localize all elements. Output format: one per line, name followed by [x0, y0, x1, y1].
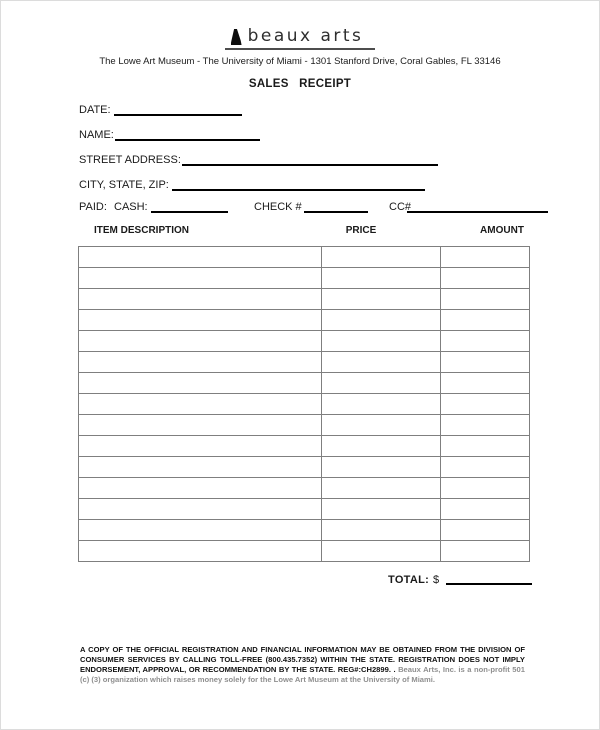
- table-row: [79, 436, 530, 457]
- street-address-row: [79, 152, 438, 166]
- table-cell[interactable]: [79, 289, 322, 310]
- table-cell[interactable]: [441, 289, 530, 310]
- total-row: [1, 572, 599, 587]
- table-cell[interactable]: [321, 268, 441, 289]
- table-cell[interactable]: [321, 310, 441, 331]
- table-cell[interactable]: [79, 394, 322, 415]
- cc-label: CC#: [389, 200, 412, 213]
- table-cell[interactable]: [321, 541, 441, 562]
- table-cell[interactable]: [441, 415, 530, 436]
- name-field[interactable]: [115, 127, 260, 141]
- table-row: [79, 415, 530, 436]
- logo-underline: [225, 28, 376, 50]
- table-cell[interactable]: [79, 415, 322, 436]
- table-cell[interactable]: [79, 268, 322, 289]
- table-cell[interactable]: [321, 331, 441, 352]
- column-header-price: PRICE: [345, 225, 377, 236]
- table-cell[interactable]: [441, 436, 530, 457]
- table-row: [79, 373, 530, 394]
- table-cell[interactable]: [321, 478, 441, 499]
- logo-text: beaux arts: [247, 26, 364, 46]
- table-cell[interactable]: [321, 436, 441, 457]
- city-state-zip-row: [79, 177, 425, 191]
- logo: [1, 28, 599, 50]
- table-cell[interactable]: [441, 457, 530, 478]
- table-cell[interactable]: [441, 331, 530, 352]
- table-cell[interactable]: [441, 541, 530, 562]
- cash-label: CASH:: [114, 200, 148, 213]
- table-row: [79, 520, 530, 541]
- date-field[interactable]: [114, 102, 242, 116]
- table-cell[interactable]: [79, 457, 322, 478]
- check-field[interactable]: [304, 200, 368, 213]
- table-row: [79, 457, 530, 478]
- street-address-field[interactable]: [182, 152, 438, 166]
- legal-footer: [80, 645, 525, 685]
- table-cell[interactable]: [441, 310, 530, 331]
- table-row: [79, 310, 530, 331]
- table-cell[interactable]: [441, 352, 530, 373]
- table-row: [79, 394, 530, 415]
- name-label: NAME:: [79, 128, 114, 141]
- table-cell[interactable]: [441, 247, 530, 268]
- check-label: CHECK #: [254, 200, 302, 213]
- table-cell[interactable]: [79, 436, 322, 457]
- cash-field[interactable]: [151, 200, 228, 213]
- table-cell[interactable]: [441, 394, 530, 415]
- table-row: [79, 247, 530, 268]
- table-cell[interactable]: [79, 520, 322, 541]
- column-header-item-description: ITEM DESCRIPTION: [94, 225, 190, 236]
- paid-label: PAID:: [79, 200, 107, 213]
- cc-field[interactable]: [407, 200, 548, 213]
- total-currency-symbol: $: [433, 574, 440, 586]
- table-cell[interactable]: [79, 310, 322, 331]
- date-row: [79, 102, 242, 116]
- column-header-amount: AMOUNT: [480, 225, 524, 236]
- table-cell[interactable]: [79, 499, 322, 520]
- name-row: [79, 127, 260, 141]
- paid-row: [1, 200, 599, 214]
- table-cell[interactable]: [321, 415, 441, 436]
- table-cell[interactable]: [321, 520, 441, 541]
- museum-address: The Lowe Art Museum - The University of Miami - 1301 Stanford Drive, Coral Gables, FL 33146: [99, 56, 501, 67]
- table-cell[interactable]: [79, 373, 322, 394]
- table-row: [79, 478, 530, 499]
- org-note-text: Beaux Arts, Inc. is a non-profit 501 (c) (3) organization which raises money solely for the Lowe Art Museum at the University of Miami.: [80, 665, 525, 685]
- table-row: [79, 541, 530, 562]
- legal-notice-text: A COPY OF THE OFFICIAL REGISTRATION AND FINANCIAL INFORMATION MAY BE OBTAINED FROM THE DIVISION OF CONSUMER SERVICES BY CALLING TOLL-FREE (800.435.7352) WITHIN THE STATE. REGISTRATION DOES NOT IMPLY ENDORSEMENT, APPROVAL, OR RECOMMENDATION BY THE STATE. REG#:CH2899. .: [80, 645, 525, 675]
- table-cell[interactable]: [79, 541, 322, 562]
- table-cell[interactable]: [441, 499, 530, 520]
- city-state-zip-label: CITY, STATE, ZIP:: [79, 178, 169, 191]
- total-field[interactable]: [446, 573, 532, 585]
- items-table: [78, 246, 530, 562]
- table-row: [79, 289, 530, 310]
- total-label: TOTAL:: [388, 574, 430, 586]
- paintbrush-icon: [231, 29, 242, 45]
- page-title: SALES RECEIPT: [248, 78, 352, 90]
- table-row: [79, 268, 530, 289]
- date-label: DATE:: [79, 103, 111, 116]
- table-cell[interactable]: [441, 478, 530, 499]
- table-cell[interactable]: [321, 457, 441, 478]
- city-state-zip-field[interactable]: [172, 177, 425, 191]
- table-cell[interactable]: [79, 331, 322, 352]
- street-address-label: STREET ADDRESS:: [79, 153, 181, 166]
- table-cell[interactable]: [321, 352, 441, 373]
- table-cell[interactable]: [321, 289, 441, 310]
- table-row: [79, 331, 530, 352]
- items-table-header: [1, 225, 599, 239]
- table-cell[interactable]: [79, 478, 322, 499]
- table-row: [79, 499, 530, 520]
- table-row: [79, 352, 530, 373]
- table-cell[interactable]: [321, 247, 441, 268]
- table-cell[interactable]: [79, 352, 322, 373]
- table-cell[interactable]: [441, 520, 530, 541]
- table-cell[interactable]: [321, 373, 441, 394]
- table-cell[interactable]: [79, 247, 322, 268]
- items-table-body: [79, 247, 530, 562]
- table-cell[interactable]: [441, 373, 530, 394]
- table-cell[interactable]: [321, 394, 441, 415]
- table-cell[interactable]: [441, 268, 530, 289]
- table-cell[interactable]: [321, 499, 441, 520]
